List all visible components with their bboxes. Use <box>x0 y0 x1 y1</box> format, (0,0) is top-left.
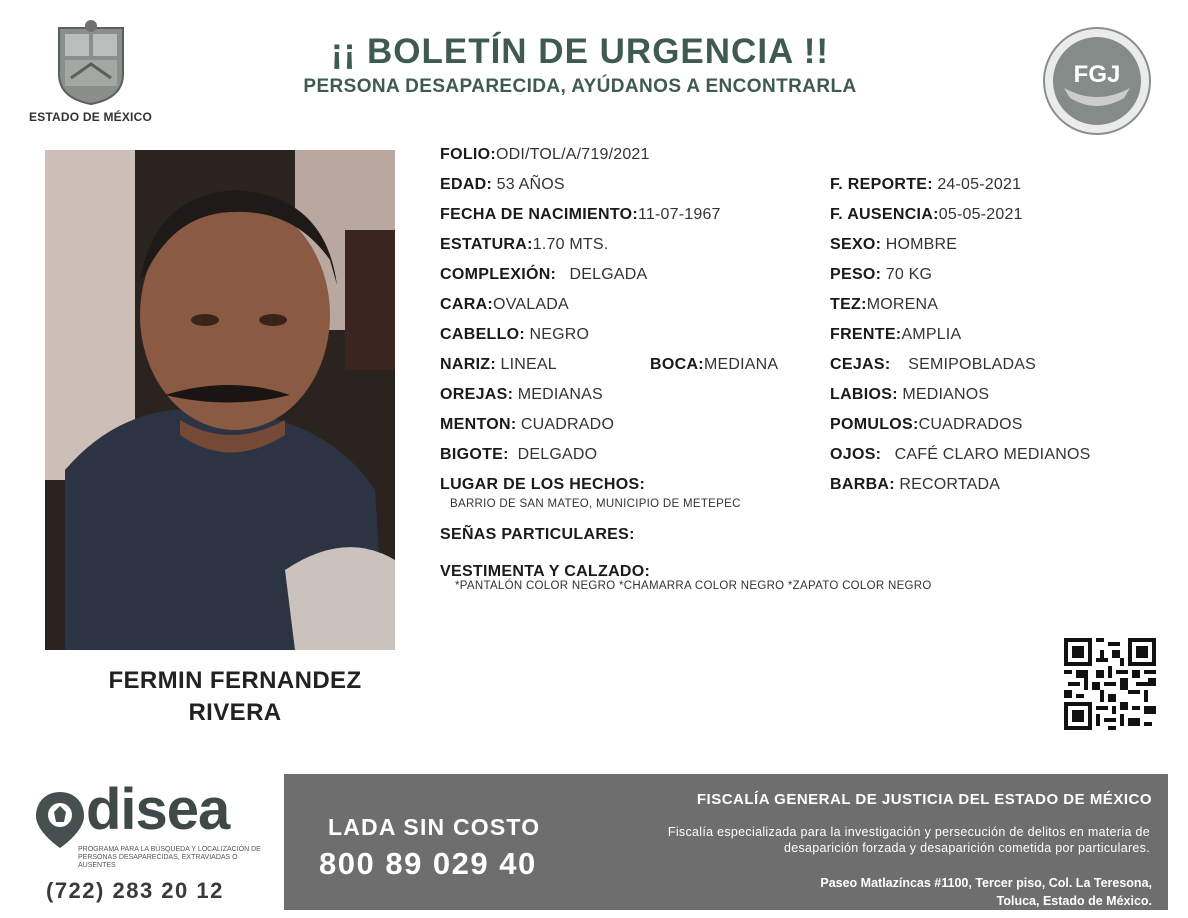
barba-value: RECORTADA <box>899 476 1001 493</box>
orejas-label: OREJAS: <box>440 386 514 403</box>
field-f-reporte <box>830 175 1021 195</box>
fgj-logo <box>1042 26 1152 136</box>
field-tez <box>830 295 938 315</box>
fgj-logo-text: FGJ <box>1073 61 1121 88</box>
field-boca <box>650 355 778 375</box>
field-frente <box>830 325 961 345</box>
bulletin-title: ¡¡ BOLETÍN DE URGENCIA !! <box>330 32 830 71</box>
field-orejas <box>440 385 603 405</box>
bulletin-subtitle: PERSONA DESAPARECIDA, AYÚDANOS A ENCONTRARLA <box>303 76 857 97</box>
field-nariz <box>440 355 557 375</box>
sexo-label: SEXO: <box>830 236 882 253</box>
person-photo <box>45 150 395 650</box>
field-vestimenta <box>440 562 650 582</box>
estatura-value: 1.70 MTS. <box>532 236 609 253</box>
person-name <box>45 665 425 729</box>
complexion-value: DELGADA <box>569 266 648 283</box>
folio-label: FOLIO: <box>440 146 497 163</box>
tez-value: MORENA <box>866 296 939 313</box>
field-menton <box>440 415 614 435</box>
qr-code[interactable] <box>1064 638 1156 730</box>
senas-label: SEÑAS PARTICULARES: <box>440 526 635 543</box>
lugar-value: BARRIO DE SAN MATEO, MUNICIPIO DE METEPEC <box>450 498 741 510</box>
organization-note: Fiscalía especializada para la investigación y persecución de delitos en materia de desaparición forzada y desaparición cometida por particulares. <box>667 825 1150 855</box>
menton-label: MENTON: <box>440 416 517 433</box>
qr-code-icon <box>1064 638 1156 730</box>
fecha-nacimiento-label: FECHA DE NACIMIENTO: <box>440 206 638 223</box>
field-complexion <box>440 265 647 285</box>
nariz-label: NARIZ: <box>440 356 497 373</box>
toll-free-label: LADA SIN COSTO <box>328 814 541 840</box>
bigote-value: DELGADO <box>517 446 598 463</box>
boca-value: MEDIANA <box>703 356 779 373</box>
field-pomulos <box>830 415 1023 435</box>
edad-label: EDAD: <box>440 176 493 193</box>
vestimenta-value: *PANTALÓN COLOR NEGRO *CHAMARRA COLOR NEGRO *ZAPATO COLOR NEGRO <box>455 580 932 592</box>
state-label: ESTADO DE MÉXICO <box>29 110 152 124</box>
contact-band <box>284 774 1168 910</box>
fgj-seal-icon <box>1042 26 1152 136</box>
fecha-nacimiento-value: 11-07-1967 <box>638 206 721 223</box>
f-ausencia-label: F. AUSENCIA: <box>830 206 939 223</box>
peso-value: 70 KG <box>885 266 933 283</box>
field-senas <box>440 525 635 545</box>
field-bigote <box>440 445 597 465</box>
frente-label: FRENTE: <box>830 326 902 343</box>
field-labios <box>830 385 989 405</box>
cejas-value: SEMIPOBLADAS <box>908 356 1037 373</box>
cabello-value: NEGRO <box>529 326 590 343</box>
peso-label: PESO: <box>830 266 882 283</box>
odisea-program <box>28 777 278 910</box>
frente-value: AMPLIA <box>901 326 962 343</box>
nariz-value: LINEAL <box>500 356 557 373</box>
field-edad <box>440 175 565 195</box>
field-cara <box>440 295 569 315</box>
state-coat-of-arms-icon <box>51 18 131 106</box>
field-f-ausencia <box>830 205 1023 225</box>
organization-name: FISCALÍA GENERAL DE JUSTICIA DEL ESTADO DE MÉXICO <box>696 791 1152 808</box>
complexion-label: COMPLEXIÓN: <box>440 266 557 283</box>
labios-label: LABIOS: <box>830 386 898 403</box>
field-cabello <box>440 325 589 345</box>
field-barba <box>830 475 1000 495</box>
boca-label: BOCA: <box>650 356 704 373</box>
address-line2: Toluca, Estado de México. <box>996 894 1152 908</box>
orejas-value: MEDIANAS <box>517 386 603 403</box>
ojos-value: CAFÉ CLARO MEDIANOS <box>894 446 1091 463</box>
field-sexo <box>830 235 957 255</box>
estado-mexico-logo <box>28 18 153 130</box>
labios-value: MEDIANOS <box>902 386 990 403</box>
odisea-description: PROGRAMA PARA LA BÚSQUEDA Y LOCALIZACIÓN DE PERSONAS DESAPARECIDAS, EXTRAVIADAS O AUSENTES <box>78 846 261 869</box>
odisea-phone[interactable]: (722) 283 20 12 <box>46 878 224 903</box>
toll-free-number[interactable]: 800 89 029 40 <box>319 846 537 881</box>
field-ojos <box>830 445 1090 465</box>
field-fecha-nacimiento <box>440 205 721 225</box>
menton-value: CUADRADO <box>520 416 615 433</box>
field-folio <box>440 145 650 165</box>
estatura-label: ESTATURA: <box>440 236 533 253</box>
person-name-line2: RIVERA <box>188 699 282 726</box>
f-reporte-value: 24-05-2021 <box>937 176 1022 193</box>
folio-value: ODI/TOL/A/719/2021 <box>496 146 650 163</box>
cabello-label: CABELLO: <box>440 326 526 343</box>
lugar-label: LUGAR DE LOS HECHOS: <box>440 476 646 493</box>
field-peso <box>830 265 932 285</box>
pomulos-label: POMULOS: <box>830 416 919 433</box>
sexo-value: HOMBRE <box>885 236 958 253</box>
odisea-location-icon <box>34 790 86 850</box>
field-cejas <box>830 355 1036 375</box>
cara-value: OVALADA <box>493 296 569 313</box>
cejas-label: CEJAS: <box>830 356 891 373</box>
bigote-label: BIGOTE: <box>440 446 509 463</box>
barba-label: BARBA: <box>830 476 895 493</box>
field-lugar <box>440 475 645 495</box>
tez-label: TEZ: <box>830 296 867 313</box>
organization-address <box>632 874 1152 910</box>
ojos-label: OJOS: <box>830 446 882 463</box>
f-reporte-label: F. REPORTE: <box>830 176 933 193</box>
edad-value: 53 AÑOS <box>496 176 565 193</box>
vestimenta-label: VESTIMENTA Y CALZADO: <box>440 563 651 580</box>
odisea-wordmark: disea <box>86 777 230 842</box>
pomulos-value: CUADRADOS <box>918 416 1023 433</box>
person-name-line1: FERMIN FERNANDEZ <box>108 667 362 694</box>
f-ausencia-value: 05-05-2021 <box>938 206 1023 223</box>
cara-label: CARA: <box>440 296 494 313</box>
field-estatura <box>440 235 608 255</box>
address-line1: Paseo Matlazíncas #1100, Tercer piso, Col. La Teresona, <box>820 876 1152 890</box>
